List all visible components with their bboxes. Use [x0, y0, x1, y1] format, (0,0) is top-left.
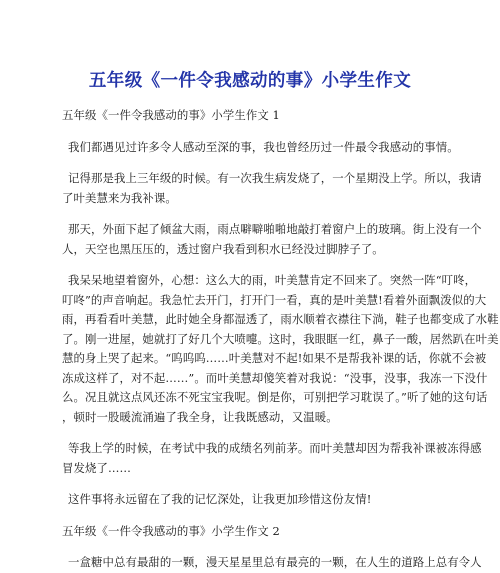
paragraph-4-line: 慧的身上哭了起来。“呜呜呜……叶美慧对不起!如果不是帮我补课的话，你就不会被: [62, 351, 487, 365]
paragraph-6-line: 这件事将永远留在了我的记忆深处，让我更加珍惜这份友情!: [68, 492, 372, 506]
paragraph-2-line: 了叶美慧来为我补课。: [62, 190, 177, 205]
page-title: 五年级《一件令我感动的事》小学生作文: [88, 71, 412, 91]
essay-subtitle-1: 五年级《一件令我感动的事》小学生作文 1: [62, 108, 280, 122]
paragraph-4-line: 冻成这样了，对不起……”。而叶美慧却傻笑着对我说：“没事，没事，我冻一下没什: [62, 370, 488, 385]
paragraph-2-line: 记得那是我上三年级的时候。有一次我生病发烧了，一个星期没上学。所以，我请: [68, 171, 482, 185]
article-body: [62, 106, 499, 573]
paragraph-1-line: 我们都遇见过许多令人感动至深的事，我也曾经历过一件最令我感动的事情。: [68, 139, 459, 154]
paragraph-4-line: ，顿时一股暖流涌遍了我全身，让我既感动，又温暖。: [62, 409, 338, 424]
paragraph-3-line: 人，天空也黑压压的，透过窗户我看到积水已经没过脚脖子了。: [62, 241, 384, 256]
paragraph-3-line: 那天，外面下起了倾盆大雨，雨点噼噼啪啪地敲打着窗户上的玻璃。街上没有一个: [68, 222, 482, 236]
paragraph-4-line: 叮咚”的声音响起。我急忙去开门，打开门一看，真的是叶美慧!看着外面飘泼似的大: [62, 292, 487, 307]
paragraph-4-line: 么。况且就这点风还冻不死宝宝我呢。倒是你，可别把学习耽误了。”听了她的这句话: [62, 390, 488, 404]
paragraph-5-line: 等我上学的时候，在考试中我的成绩名列前茅。而叶美慧却因为帮我补课被冻得感: [68, 441, 482, 455]
essay-subtitle-2: 五年级《一件令我感动的事》小学生作文 2: [62, 523, 280, 538]
paragraph-4-line: 了。刚一进屋，她就打了好几个大喷嚏。这时，我眼眶一红，鼻子一酸，居然趴在叶美: [62, 331, 499, 346]
paragraph-4-line: 我呆呆地望着窗外，心想：这么大的雨，叶美慧肯定不回来了。突然一阵“叮咚，: [68, 273, 477, 287]
paragraph-4-line: 雨，再看看叶美慧，此时她全身都湿透了，雨水顺着衣襟往下淌，鞋子也都变成了水鞋: [62, 312, 499, 326]
paragraph-5-line: 冒发烧了……: [62, 460, 131, 475]
paragraph-7-line: 一盒糖中总有最甜的一颗，漫天星星里总有最亮的一颗，在人生的道路上总有令人: [68, 555, 482, 569]
